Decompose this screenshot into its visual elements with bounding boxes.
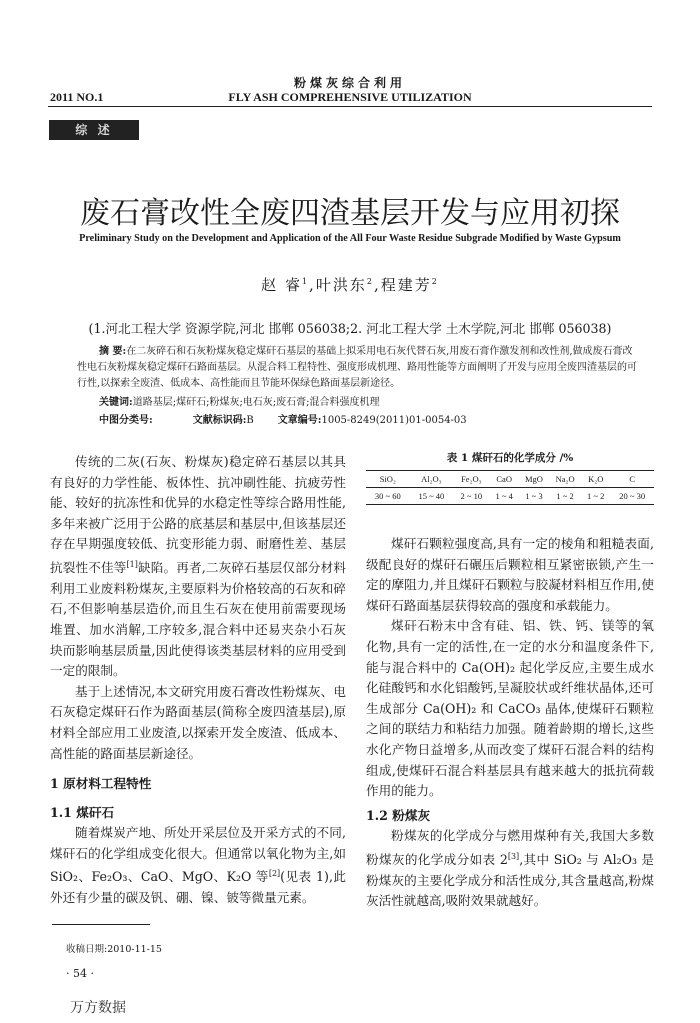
table-cell: 1 ~ 4 — [490, 488, 519, 505]
table-caption: 表 1 煤矸石的化学成分 /% — [446, 452, 574, 464]
table-header-cell: CaO — [490, 471, 519, 488]
citation: [3] — [507, 851, 520, 861]
table-row — [366, 488, 654, 505]
section-tag: 综 述 — [49, 120, 139, 140]
left-column — [50, 452, 346, 909]
author-mark: 2 — [431, 277, 439, 286]
paragraph-text: ,其中 SiO₂ 与 Al₂O₃ 是粉煤灰的主要化学成分和活性成分,其含量越高,粉煤灰活性就越高,吸附效果就越好。 — [366, 852, 654, 909]
affiliation: (1.河北工程大学 资源学院,河北 邯郸 056038;2. 河北工程大学 土木学院,河北 邯郸 056038) — [88, 321, 612, 336]
received-date: 收稿日期:2010-11-15 — [66, 944, 162, 955]
authors: 赵 睿$^1$,叶洪东$^2$,程建芳$^2$ — [261, 276, 439, 294]
table-cell: 30 ~ 60 — [366, 488, 410, 505]
clc-label: 中图分类号: — [99, 415, 153, 426]
subsection-heading: 1.2 粉煤灰 — [366, 807, 431, 823]
issue-number: 2011 NO.1 — [50, 90, 104, 104]
paragraph — [50, 823, 346, 909]
paragraph — [366, 826, 654, 912]
table-header-cell: C — [610, 471, 654, 488]
author-name: 程建芳 — [380, 276, 432, 294]
paragraph: 基于上述情况,本文研究用废石膏改性粉煤灰、电石灰稳定煤矸石作为路面基层(简称全废四渣基层),原材料全部应用工业废渣,以探索开发全废渣、低成本、高性能的路面基层新途径。 — [50, 683, 346, 761]
journal-name-en: FLY ASH COMPREHENSIVE UTILIZATION — [228, 90, 472, 104]
table-header-cell: Fe₂O₃ — [453, 471, 489, 488]
table-header-cell: Na₂O — [549, 471, 581, 488]
table-header-cell: Al₂O₃ — [410, 471, 454, 488]
article-no-label: 文章编号: — [277, 415, 322, 426]
footnote-rule — [52, 924, 150, 925]
watermark: 万方数据 — [70, 1000, 126, 1016]
citation: [2] — [268, 869, 281, 879]
article-title-en: Preliminary Study on the Development and Application of the All Four Waste Residue Subgrade Modified by Waste Gypsum — [79, 233, 621, 244]
paragraph-text: 传统的二灰(石灰、粉煤灰)稳定碎石基层以其具有良好的力学性能、板体性、抗冲刷性能、抗疲劳性能、较好的抗冻性和优异的水稳定性等综合路用性能,多年来被广泛用于公路的底基层和基层中,但该基层还存在早期强度较低、抗变形能力弱、耐磨性差、基层抗裂性不佳等 — [50, 454, 346, 576]
article-no: 1005-8249(2011)01-0054-03 — [321, 415, 467, 426]
keywords-label: 关键词: — [99, 397, 133, 408]
abstract-text: 在二灰碎石和石灰粉煤灰稳定煤矸石基层的基础上拟采用电石灰代替石灰,用废石膏作激发剂和改性剂,做成废石膏改性电石灰粉煤灰稳定煤矸石路面基层。从混合料工程特性、强度形成机理、路用性能等方面阐明了开发与应用全废四渣基层的可行性,以探索全废渣、低成本、高性能而且节能环保绿色路面基层新途径。 — [77, 346, 637, 389]
keywords-text: 道路基层;煤矸石;粉煤灰;电石灰;废石膏;混合料强度机理 — [132, 397, 380, 408]
author-name: 赵 睿 — [261, 276, 302, 294]
doc-code: B — [246, 415, 254, 426]
paragraph: 煤矸石粉末中含有硅、铝、铁、钙、镁等的氧化物,具有一定的活性,在一定的水分和温度条件下,能与混合料中的 Ca(OH)₂ 起化学反应,主要生成水化硅酸钙和水化铝酸钙,呈凝胶状或纤维状晶体,还可生成部分 Ca(OH)₂ 和 CaCO₃ 晶体,使煤矸石颗粒之间的联结力和粘结力加强。随着龄期的增长,这些水化产物日益增多,从而改变了煤矸石混合料的结构组成,使煤矸石混合料基层具有越来越大的抵抗荷载作用的能力。 — [366, 618, 654, 799]
header-rule — [48, 106, 652, 107]
table-header-cell: SiO₂ — [366, 471, 410, 488]
table-cell: 1 ~ 2 — [581, 488, 610, 505]
author-mark: 2 — [366, 277, 374, 286]
keywords — [99, 393, 659, 408]
author-name: 叶洪东 — [315, 276, 367, 294]
journal-name-cn: 粉煤灰综合利用 — [293, 76, 406, 90]
paragraph: 煤矸石颗粒强度高,具有一定的棱角和粗糙表面,级配良好的煤矸石碾压后颗粒相互紧密嵌锁,产生一定的摩阻力,并且煤矸石颗粒与胶凝材料相互作用,使煤矸石路面基层获得较高的强度和承载能力。 — [366, 536, 654, 613]
table-header-cell: MgO — [519, 471, 549, 488]
table-cell: 1 ~ 2 — [549, 488, 581, 505]
article-title: 废石膏改性全废四渣基层开发与应用初探 — [80, 196, 620, 231]
paragraph-text: (见表 1),此外还有少量的碳及钒、硼、镍、铍等微量元素。 — [50, 869, 346, 906]
table-cell: 1 ~ 3 — [519, 488, 549, 505]
page-number: · 54 · — [66, 967, 94, 980]
citation: [1] — [126, 559, 138, 569]
table-header-row — [366, 471, 654, 488]
classification-line — [99, 411, 467, 426]
table-cell: 2 ~ 10 — [453, 488, 489, 505]
abstract-label: 摘 要: — [99, 346, 127, 357]
composition-table — [366, 470, 654, 505]
right-column — [366, 534, 654, 912]
author-mark: 1 — [301, 277, 310, 286]
paragraph-text: 随着煤炭产地、所处开采层位及开采方式的不同,煤矸石的化学组成变化很大。但通常以氧化物为主,如 SiO₂、Fe₂O₃、CaO、MgO、K₂O 等 — [50, 825, 346, 885]
paragraph-text: 粉煤灰的化学成分与燃用煤种有关,我国大多数粉煤灰的化学成分如表 2 — [366, 828, 654, 868]
table-cell: 20 ~ 30 — [610, 488, 654, 505]
abstract — [77, 344, 637, 392]
table-header-cell: K₂O — [581, 471, 610, 488]
paragraph-text: 缺陷。再者,二灰碎石基层仅部分材料利用工业废料粉煤灰,主要原料为价格较高的石灰和碎石,不但影响基层造价,而且生石灰在使用前需要现场堆置、加水消解,工序较多,混合料中还易夹杂小石灰块而影响基层质量,因此使得该类基层材料的应用受到一定的限制。 — [50, 560, 346, 679]
paragraph — [50, 452, 346, 682]
table-cell: 15 ~ 40 — [410, 488, 454, 505]
section-heading: 1 原材料工程特性 — [50, 776, 152, 792]
doc-code-label: 文献标识码: — [192, 415, 247, 426]
subsection-heading: 1.1 煤矸石 — [50, 804, 115, 820]
